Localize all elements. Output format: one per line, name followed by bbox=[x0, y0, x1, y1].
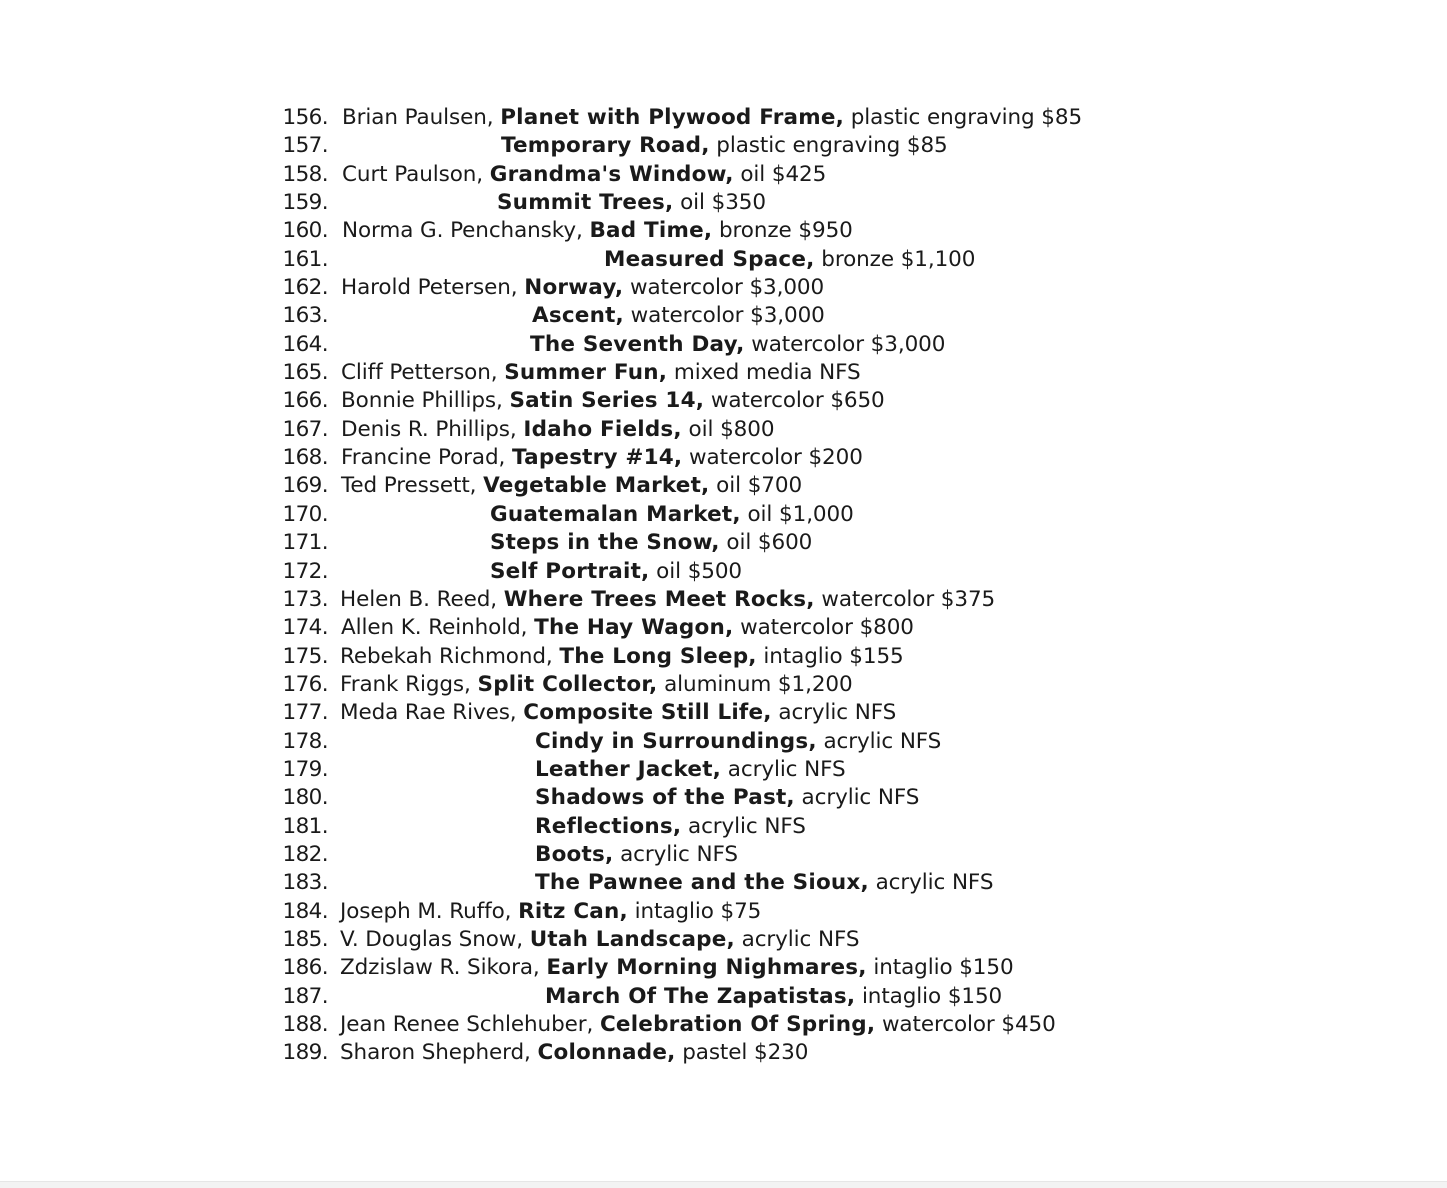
catalog-entry bbox=[0, 784, 1447, 812]
entry-number: 181. bbox=[282, 813, 328, 839]
artist-name: Cliff Petterson, bbox=[341, 360, 498, 386]
catalog-entry bbox=[0, 387, 1447, 415]
medium-and-price: mixed media NFS bbox=[673, 360, 861, 386]
entry-text bbox=[340, 954, 1014, 982]
catalog-entry bbox=[0, 983, 1447, 1011]
entry-text bbox=[340, 643, 904, 671]
artwork-title: Utah Landscape, bbox=[529, 926, 735, 952]
medium-and-price: plastic engraving $85 bbox=[716, 133, 948, 159]
medium-and-price: acrylic NFS bbox=[823, 728, 942, 754]
entry-text bbox=[341, 387, 885, 415]
medium-and-price: watercolor $200 bbox=[689, 445, 863, 471]
medium-and-price: acrylic NFS bbox=[741, 926, 860, 952]
entry-number: 188. bbox=[282, 1012, 328, 1037]
entry-number: 183. bbox=[282, 870, 328, 896]
entry-number: 174. bbox=[282, 615, 328, 641]
entry-number: 165. bbox=[282, 360, 328, 386]
entry-number: 157. bbox=[282, 133, 328, 159]
entry-text bbox=[340, 671, 853, 699]
entry-text bbox=[535, 869, 993, 897]
medium-and-price: oil $500 bbox=[656, 558, 743, 584]
entry-number: 163. bbox=[282, 303, 328, 329]
artist-name: Bonnie Phillips, bbox=[341, 388, 503, 414]
entry-text bbox=[341, 359, 861, 387]
artwork-title: Ritz Can, bbox=[518, 898, 628, 924]
medium-and-price: intaglio $150 bbox=[861, 983, 1003, 1009]
artwork-title: Norway, bbox=[524, 275, 624, 301]
artwork-title: Summit Trees, bbox=[497, 190, 674, 216]
catalog-entry bbox=[0, 699, 1447, 727]
artwork-title: Temporary Road, bbox=[501, 133, 710, 159]
entry-text bbox=[341, 472, 802, 500]
catalog-entry bbox=[0, 416, 1447, 444]
artist-name: Jean Renee Schlehuber, bbox=[340, 1012, 594, 1037]
artist-name: Norma G. Penchansky, bbox=[342, 218, 583, 244]
catalog-entry bbox=[0, 586, 1447, 614]
catalog-entry bbox=[0, 671, 1447, 699]
catalog-entry bbox=[0, 501, 1447, 529]
medium-and-price: acrylic NFS bbox=[688, 813, 806, 839]
entry-text bbox=[342, 104, 1082, 132]
artwork-title: Boots, bbox=[535, 841, 614, 867]
entry-text bbox=[340, 926, 859, 954]
artwork-title: Tapestry #14, bbox=[512, 445, 683, 471]
artwork-title: Split Collector, bbox=[477, 671, 658, 697]
entry-text bbox=[340, 1039, 808, 1067]
entry-text bbox=[530, 331, 945, 359]
catalog-entry bbox=[0, 359, 1447, 387]
entry-text bbox=[341, 614, 914, 642]
catalog-entry bbox=[0, 1011, 1447, 1039]
medium-and-price: watercolor $650 bbox=[710, 388, 885, 414]
entry-number: 166. bbox=[282, 388, 328, 414]
catalog-entry bbox=[0, 472, 1447, 500]
artist-name: Sharon Shepherd, bbox=[340, 1040, 531, 1066]
catalog-entry bbox=[0, 614, 1447, 642]
entry-text bbox=[535, 756, 846, 784]
entry-text bbox=[490, 529, 812, 557]
artwork-title: Idaho Fields, bbox=[523, 416, 682, 442]
entry-number: 167. bbox=[282, 416, 328, 442]
entry-text bbox=[341, 274, 824, 302]
artist-name: Brian Paulsen, bbox=[342, 105, 494, 130]
medium-and-price: plastic engraving $85 bbox=[850, 105, 1083, 130]
catalog-entry bbox=[0, 643, 1447, 671]
medium-and-price: pastel $230 bbox=[682, 1040, 809, 1066]
entry-text bbox=[501, 132, 948, 160]
artwork-title: Colonnade, bbox=[537, 1040, 676, 1066]
catalog-entry bbox=[0, 898, 1447, 926]
medium-and-price: acrylic NFS bbox=[875, 870, 994, 896]
catalog-entry bbox=[0, 954, 1447, 982]
catalog-entry bbox=[0, 189, 1447, 217]
medium-and-price: oil $800 bbox=[688, 416, 775, 442]
medium-and-price: bronze $1,100 bbox=[821, 246, 976, 272]
medium-and-price: acrylic NFS bbox=[801, 785, 920, 811]
entry-number: 162. bbox=[282, 275, 328, 301]
catalog-entry bbox=[0, 869, 1447, 897]
entry-text bbox=[497, 189, 766, 217]
entry-number: 178. bbox=[282, 728, 328, 754]
medium-and-price: aluminum $1,200 bbox=[664, 671, 853, 697]
entry-number: 177. bbox=[282, 700, 328, 726]
artwork-title: Vegetable Market, bbox=[483, 473, 710, 499]
page-bottom-edge bbox=[0, 1181, 1447, 1188]
entry-number: 160. bbox=[282, 218, 328, 244]
medium-and-price: acrylic NFS bbox=[727, 756, 846, 782]
catalog-entry bbox=[0, 132, 1447, 160]
catalog-entry bbox=[0, 444, 1447, 472]
medium-and-price: watercolor $450 bbox=[881, 1012, 1056, 1037]
entry-text bbox=[604, 246, 975, 274]
entry-number: 186. bbox=[282, 955, 328, 981]
entry-text bbox=[490, 558, 742, 586]
medium-and-price: watercolor $800 bbox=[740, 615, 914, 641]
entry-text bbox=[340, 699, 896, 727]
artwork-title: Summer Fun, bbox=[504, 360, 668, 386]
catalog-entry bbox=[0, 529, 1447, 557]
artwork-list bbox=[0, 104, 1447, 1068]
artwork-title: March Of The Zapatistas, bbox=[545, 983, 856, 1009]
catalog-entry bbox=[0, 302, 1447, 330]
artwork-title: Early Morning Nighmares, bbox=[546, 955, 867, 981]
catalog-entry bbox=[0, 246, 1447, 274]
artist-name: Denis R. Phillips, bbox=[341, 416, 517, 442]
catalog-entry bbox=[0, 558, 1447, 586]
catalog-entry bbox=[0, 217, 1447, 245]
entry-text bbox=[535, 728, 941, 756]
entry-text bbox=[545, 983, 1002, 1011]
artist-name: Harold Petersen, bbox=[341, 275, 518, 301]
entry-number: 169. bbox=[282, 473, 328, 499]
entry-number: 182. bbox=[282, 841, 328, 867]
artist-name: Meda Rae Rives, bbox=[340, 700, 517, 726]
medium-and-price: oil $350 bbox=[680, 190, 766, 216]
medium-and-price: acrylic NFS bbox=[778, 700, 897, 726]
artwork-title: Ascent, bbox=[532, 303, 624, 329]
entry-number: 185. bbox=[282, 926, 328, 952]
entry-number: 170. bbox=[282, 501, 328, 527]
catalog-entry bbox=[0, 841, 1447, 869]
entry-number: 168. bbox=[282, 445, 328, 471]
entry-text bbox=[340, 898, 761, 926]
entry-number: 159. bbox=[282, 190, 328, 216]
entry-text bbox=[535, 784, 919, 812]
medium-and-price: watercolor $3,000 bbox=[751, 331, 946, 357]
medium-and-price: oil $1,000 bbox=[747, 501, 854, 527]
entry-number: 158. bbox=[282, 161, 328, 187]
catalog-entry bbox=[0, 756, 1447, 784]
artwork-title: Reflections, bbox=[535, 813, 682, 839]
artist-name: Helen B. Reed, bbox=[340, 586, 497, 612]
entry-text bbox=[340, 586, 995, 614]
artist-name: Joseph M. Ruffo, bbox=[340, 898, 512, 924]
artwork-title: Leather Jacket, bbox=[535, 756, 722, 782]
medium-and-price: bronze $950 bbox=[718, 218, 853, 244]
medium-and-price: watercolor $375 bbox=[821, 586, 996, 612]
catalog-entry bbox=[0, 331, 1447, 359]
entry-text bbox=[341, 416, 774, 444]
artist-name: Ted Pressett, bbox=[341, 473, 477, 499]
entry-number: 184. bbox=[282, 898, 328, 924]
entry-number: 187. bbox=[282, 983, 328, 1009]
artwork-title: Guatemalan Market, bbox=[490, 501, 741, 527]
entry-number: 161. bbox=[282, 246, 328, 272]
catalog-entry bbox=[0, 104, 1447, 132]
entry-number: 156. bbox=[282, 105, 328, 130]
artist-name: Zdzislaw R. Sikora, bbox=[340, 955, 540, 981]
artwork-title: Satin Series 14, bbox=[509, 388, 705, 414]
artwork-title: Where Trees Meet Rocks, bbox=[503, 586, 815, 612]
entry-text bbox=[532, 302, 825, 330]
artwork-title: The Long Sleep, bbox=[559, 643, 757, 669]
artist-name: Rebekah Richmond, bbox=[340, 643, 553, 669]
entry-text bbox=[342, 217, 853, 245]
entry-text bbox=[341, 444, 863, 472]
entry-text bbox=[535, 813, 806, 841]
medium-and-price: oil $600 bbox=[726, 530, 813, 556]
artist-name: Allen K. Reinhold, bbox=[341, 615, 528, 641]
artwork-title: Planet with Plywood Frame, bbox=[500, 105, 844, 130]
entry-text bbox=[535, 841, 738, 869]
artwork-title: Shadows of the Past, bbox=[535, 785, 795, 811]
artwork-title: The Seventh Day, bbox=[530, 331, 745, 357]
medium-and-price: watercolor $3,000 bbox=[630, 275, 825, 301]
artist-name: Francine Porad, bbox=[341, 445, 506, 471]
entry-text bbox=[342, 161, 826, 189]
artwork-title: The Hay Wagon, bbox=[534, 615, 734, 641]
entry-number: 176. bbox=[282, 671, 328, 697]
medium-and-price: oil $425 bbox=[740, 161, 827, 187]
catalog-entry bbox=[0, 1039, 1447, 1067]
entry-number: 189. bbox=[282, 1040, 328, 1066]
artist-name: V. Douglas Snow, bbox=[340, 926, 524, 952]
catalog-entry bbox=[0, 926, 1447, 954]
artwork-title: Steps in the Snow, bbox=[490, 530, 720, 556]
artist-name: Frank Riggs, bbox=[340, 671, 471, 697]
catalog-entry bbox=[0, 161, 1447, 189]
entry-number: 173. bbox=[282, 586, 328, 612]
entry-text bbox=[340, 1011, 1056, 1039]
artwork-title: Cindy in Surroundings, bbox=[535, 728, 817, 754]
artwork-title: Celebration Of Spring, bbox=[599, 1012, 876, 1037]
medium-and-price: oil $700 bbox=[716, 473, 803, 499]
medium-and-price: intaglio $150 bbox=[873, 955, 1014, 981]
medium-and-price: watercolor $3,000 bbox=[630, 303, 825, 329]
entry-text bbox=[490, 501, 854, 529]
artwork-title: Grandma's Window, bbox=[489, 161, 734, 187]
entry-number: 175. bbox=[282, 643, 328, 669]
medium-and-price: intaglio $155 bbox=[763, 643, 904, 669]
medium-and-price: intaglio $75 bbox=[634, 898, 762, 924]
catalog-entry bbox=[0, 274, 1447, 302]
catalog-entry bbox=[0, 728, 1447, 756]
entry-number: 172. bbox=[282, 558, 328, 584]
entry-number: 180. bbox=[282, 785, 328, 811]
medium-and-price: acrylic NFS bbox=[620, 841, 738, 867]
entry-number: 171. bbox=[282, 530, 328, 556]
catalog-entry bbox=[0, 813, 1447, 841]
entry-number: 164. bbox=[282, 331, 328, 357]
artwork-title: Bad Time, bbox=[589, 218, 713, 244]
artist-name: Curt Paulson, bbox=[342, 161, 484, 187]
artwork-title: Measured Space, bbox=[604, 246, 815, 272]
artwork-title: The Pawnee and the Sioux, bbox=[535, 870, 869, 896]
entry-number: 179. bbox=[282, 756, 328, 782]
artwork-title: Composite Still Life, bbox=[523, 700, 772, 726]
artwork-title: Self Portrait, bbox=[490, 558, 650, 584]
